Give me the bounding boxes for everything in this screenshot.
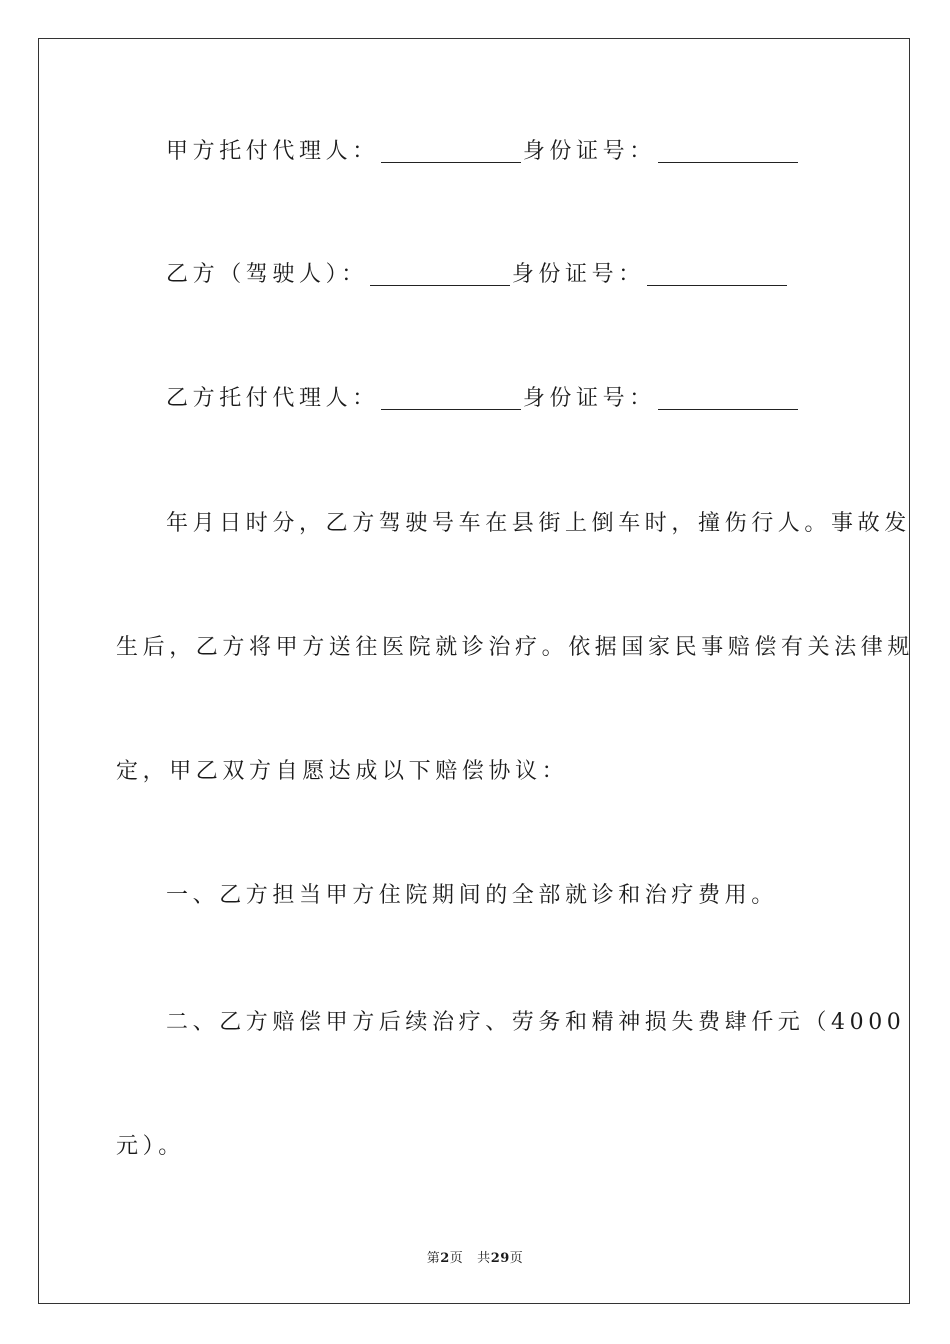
clause-one: 一、乙方担当甲方住院期间的全部就诊和治疗费用。 (166, 883, 778, 908)
id-label: 身份证号： (522, 386, 656, 411)
party-label: 甲方托付代理人： (166, 139, 379, 164)
total-pages: 29 (490, 1251, 510, 1266)
party-line-b-driver (166, 263, 789, 286)
body-line-2: 生后，乙方将甲方送往医院就诊治疗。依据国家民事赔偿有关法律规 (116, 635, 915, 660)
id-label: 身份证号： (522, 139, 656, 164)
id-blank (658, 140, 798, 163)
footer-prefix: 第 (426, 1251, 441, 1266)
name-blank (370, 263, 510, 286)
body-line-1: 年月日时分，乙方驾驶号车在县街上倒车时，撞伤行人。事故发 (166, 511, 911, 536)
body-line-3: 定，甲乙双方自愿达成以下赔偿协议： (116, 759, 569, 784)
id-label: 身份证号： (511, 262, 645, 287)
name-blank (381, 140, 521, 163)
id-blank (658, 387, 798, 410)
id-blank (647, 263, 787, 286)
party-line-a-agent (166, 140, 800, 163)
page-border (38, 38, 910, 1304)
party-label: 乙方托付代理人： (166, 386, 379, 411)
party-line-b-agent (166, 387, 800, 410)
footer-total-suffix: 页 (509, 1251, 524, 1266)
party-label: 乙方（驾驶人）： (166, 262, 368, 287)
clause-two: 二、乙方赔偿甲方后续治疗、劳务和精神损失费肆仟元（4000 (166, 1010, 906, 1035)
footer-total-prefix: 共 (477, 1251, 491, 1266)
footer-page-suffix: 页 (449, 1251, 464, 1266)
clause-two-continued: 元）。 (116, 1134, 185, 1159)
page-footer (0, 1247, 950, 1266)
name-blank (381, 387, 521, 410)
page-number: 2 (440, 1251, 450, 1266)
